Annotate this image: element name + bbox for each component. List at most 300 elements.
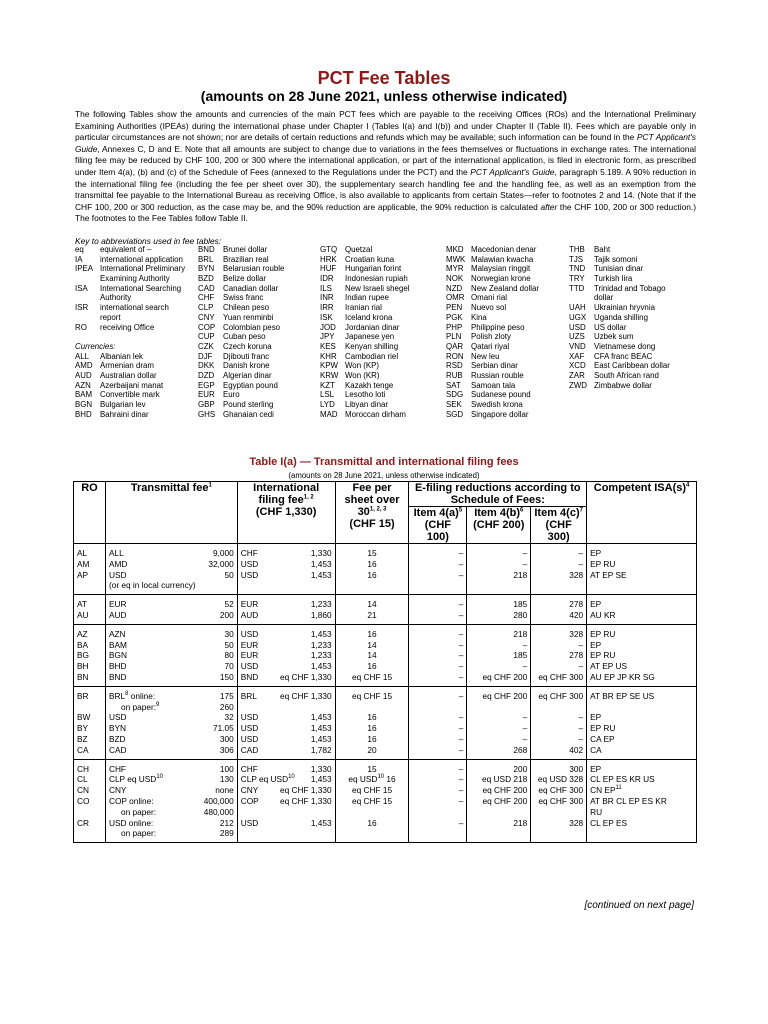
cell-ro: AZ xyxy=(74,624,106,639)
key-meaning: Iranian rial xyxy=(345,303,382,313)
sheet-amount: 16 xyxy=(367,723,377,734)
key-meaning: Djibouti franc xyxy=(223,351,270,361)
key-meaning: Brunei dollar xyxy=(223,245,268,254)
key-code: KHR xyxy=(320,351,337,361)
key-code: HRK xyxy=(320,254,337,264)
key-meaning: Uzbek sum xyxy=(594,332,634,342)
transmittal-amount: 50 xyxy=(224,569,234,580)
key-code: UAH xyxy=(569,303,586,313)
key-code: LSL xyxy=(320,390,335,400)
table-row xyxy=(74,624,697,639)
key-code: QAR xyxy=(446,341,464,351)
key-code: KZT xyxy=(320,380,335,390)
cell-ro xyxy=(74,702,106,713)
key-meaning: Armenian dram xyxy=(100,361,154,371)
cell-isa xyxy=(587,570,697,581)
key-meaning: dollar xyxy=(594,293,614,303)
cell-item-4b: eq CHF 200 xyxy=(467,686,531,701)
key-meaning: Qatari riyal xyxy=(471,341,510,351)
key-code: BZD xyxy=(198,274,214,284)
transmittal-currency: BZD xyxy=(108,733,126,744)
key-entry xyxy=(446,255,539,265)
intro-text-4: the CHF 100, 200 or 300 reduction.) The footnotes to the Fee Tables follow Table II. xyxy=(75,201,696,224)
key-meaning: CFA franc BEAC xyxy=(594,351,653,361)
cell-item-4c xyxy=(531,580,587,594)
cell-filing-fee xyxy=(237,559,335,570)
key-meaning: Russian rouble xyxy=(471,370,524,380)
key-code: AZN xyxy=(75,380,91,390)
cell-filing-fee xyxy=(237,544,335,559)
key-meaning: Albanian lek xyxy=(100,351,143,361)
key-entry xyxy=(198,332,284,342)
cell-sheet-fee xyxy=(335,570,409,581)
cell-isa xyxy=(587,745,697,759)
key-meaning: New Israeli shegel xyxy=(345,283,410,293)
transmittal-currency: USD xyxy=(108,569,127,580)
key-entry xyxy=(446,352,539,362)
transmittal-amount: 50 xyxy=(224,639,234,650)
key-entry xyxy=(569,303,670,313)
cell-isa xyxy=(587,661,697,672)
table-row xyxy=(74,774,697,785)
cell-item-4b: 218 xyxy=(467,818,531,829)
key-entry xyxy=(75,342,185,352)
cell-ro: CL xyxy=(74,774,106,785)
cell-filing-fee xyxy=(237,624,335,639)
key-meaning: receiving Office xyxy=(100,322,155,332)
table-row xyxy=(74,828,697,842)
cell-item-4c: 278 xyxy=(531,650,587,661)
key-code: TND xyxy=(569,264,586,274)
key-entry xyxy=(320,332,409,342)
transmittal-footnote: 9 xyxy=(156,701,160,708)
cell-item-4a: – xyxy=(409,570,467,581)
key-meaning: Norwegian krone xyxy=(471,274,531,284)
key-meaning: Tajik somoni xyxy=(594,254,638,264)
transmittal-amount: 212 xyxy=(219,817,234,828)
key-entry xyxy=(198,352,284,362)
key-meaning: Swiss franc xyxy=(223,293,264,303)
key-meaning: Turkish lira xyxy=(594,274,633,284)
cell-ro: BY xyxy=(74,723,106,734)
sheet-amount: 16 xyxy=(367,558,377,569)
key-entry xyxy=(198,313,284,323)
cell-isa xyxy=(587,759,697,774)
key-meaning: Australian dollar xyxy=(100,370,157,380)
isa-list: AU KR xyxy=(590,609,616,620)
cell-item-4c: 300 xyxy=(531,759,587,774)
key-entry xyxy=(198,293,284,303)
cell-item-4b: 200 xyxy=(467,759,531,774)
key-column-2 xyxy=(198,245,284,419)
filing-currency: USD xyxy=(240,661,259,672)
key-entry xyxy=(320,400,409,410)
cell-item-4c: 328 xyxy=(531,570,587,581)
cell-ro: BN xyxy=(74,672,106,686)
key-code: UGX xyxy=(569,312,587,322)
cell-item-4c: – xyxy=(531,559,587,570)
cell-sheet-fee xyxy=(335,650,409,661)
cell-item-4b xyxy=(467,807,531,818)
key-code: PHP xyxy=(446,322,463,332)
cell-item-4a xyxy=(409,807,467,818)
transmittal-currency: AMD xyxy=(108,558,128,569)
cell-filing-fee xyxy=(237,828,335,842)
cell-ro: CA xyxy=(74,745,106,759)
transmittal-amount: 175 xyxy=(219,690,234,701)
key-column-3 xyxy=(320,245,409,419)
key-meaning: Samoan tala xyxy=(471,380,516,390)
key-entry xyxy=(198,361,284,371)
key-entry xyxy=(198,400,284,410)
filing-currency: EUR xyxy=(240,650,259,661)
key-code: SAT xyxy=(446,380,461,390)
key-meaning: Baht xyxy=(594,245,611,254)
isa-list: EP xyxy=(590,639,602,650)
cell-item-4a: – xyxy=(409,640,467,651)
key-entry xyxy=(198,410,284,420)
cell-transmittal xyxy=(105,759,237,774)
table-row xyxy=(74,580,697,594)
key-meaning: Czech koruna xyxy=(223,341,272,351)
cell-item-4b: 218 xyxy=(467,624,531,639)
cell-item-4a: – xyxy=(409,796,467,807)
filing-currency: COP xyxy=(240,795,259,806)
cell-item-4a: – xyxy=(409,672,467,686)
cell-item-4b xyxy=(467,702,531,713)
key-meaning: Tunisian dinar xyxy=(594,264,644,274)
transmittal-amount: 100 xyxy=(219,763,234,774)
table-row xyxy=(74,559,697,570)
key-code: GBP xyxy=(198,400,215,409)
key-code: NOK xyxy=(446,274,464,284)
key-code: PEN xyxy=(446,303,463,313)
cell-sheet-fee xyxy=(335,661,409,672)
intro-guide-2: PCT Applicant's Guide xyxy=(470,166,555,177)
cell-transmittal xyxy=(105,828,237,842)
table-row xyxy=(74,640,697,651)
key-code: BAM xyxy=(75,390,93,400)
intro-text-3: , paragraph 5.189. A 90% reduction in the international filing fee (including the fee per sheet over 30), the supplementary search handling fee and the handling fee, as well as an exemption from the transmittal fee payable to the International Bureau as receiving Office, is also available to applicants from certain States—refer to footnotes 2 and 14. (Note that if the CHF 100, 200 or 300 reduction, as the case may be, and the 90% reduction are applicable, the 90% reduction is calculated xyxy=(75,166,696,212)
key-meaning: Bulgarian lev xyxy=(100,400,146,409)
key-code: MYR xyxy=(446,264,464,274)
cell-transmittal xyxy=(105,712,237,723)
filing-currency: CHF xyxy=(240,763,258,774)
cell-sheet-fee xyxy=(335,580,409,594)
cell-item-4b: – xyxy=(467,661,531,672)
key-code: BGN xyxy=(75,400,93,409)
table-row xyxy=(74,759,697,774)
sheet-amount: 20 xyxy=(367,744,377,755)
cell-sheet-fee xyxy=(335,818,409,829)
cell-filing-fee xyxy=(237,796,335,807)
filing-currency: CHF xyxy=(240,548,258,558)
cell-item-4c: eq CHF 300 xyxy=(531,796,587,807)
key-code: ZAR xyxy=(569,370,585,380)
table-row xyxy=(74,818,697,829)
transmittal-currency: BHD xyxy=(108,661,127,672)
key-entry xyxy=(320,293,409,303)
key-code: eq xyxy=(75,245,84,254)
key-code: CAD xyxy=(198,283,215,293)
key-code: ALL xyxy=(75,351,90,361)
key-heading: Key to abbreviations used in fee tables: xyxy=(75,236,222,246)
key-meaning: Chilean peso xyxy=(223,303,270,313)
table-row xyxy=(74,702,697,713)
cell-item-4c: – xyxy=(531,712,587,723)
transmittal-currency: AZN xyxy=(108,628,126,639)
key-meaning: Kina xyxy=(471,312,487,322)
key-code: GHS xyxy=(198,409,216,419)
key-code: CNY xyxy=(198,312,215,322)
key-entry xyxy=(75,255,185,265)
cell-sheet-fee xyxy=(335,828,409,842)
key-entry xyxy=(75,313,185,323)
sheet-amount: 14 xyxy=(367,599,377,610)
table-row xyxy=(74,686,697,701)
isa-list: AT EP SE xyxy=(590,569,627,580)
cell-transmittal xyxy=(105,559,237,570)
cell-item-4a: – xyxy=(409,650,467,661)
cell-sheet-fee xyxy=(335,686,409,701)
cell-ro: BH xyxy=(74,661,106,672)
key-code: KRW xyxy=(320,370,339,380)
header-isa: Competent $ISA(s)^4$ xyxy=(587,482,697,544)
sheet-amount: 16 xyxy=(367,712,377,723)
table-row xyxy=(74,807,697,818)
key-code: IRR xyxy=(320,303,334,313)
key-code: BHD xyxy=(75,409,92,419)
cell-ro: CN xyxy=(74,785,106,796)
key-code: KPW xyxy=(320,361,338,371)
filing-currency: EUR xyxy=(240,639,259,650)
page-subtitle: (amounts on 28 June 2021, unless otherwise indicated) xyxy=(200,88,568,104)
key-code: DZD xyxy=(198,370,215,380)
key-code: DKK xyxy=(198,361,215,371)
key-meaning: Trinidad and Tobago xyxy=(594,283,666,293)
key-entry xyxy=(320,352,409,362)
transmittal-amount: none xyxy=(215,785,234,796)
isa-list: EP RU xyxy=(590,723,616,734)
key-meaning: Kenyan shilling xyxy=(345,341,399,351)
cell-sheet-fee xyxy=(335,610,409,624)
key-entry xyxy=(320,284,409,294)
key-entry xyxy=(569,323,670,333)
cell-filing-fee xyxy=(237,661,335,672)
cell-item-4a: – xyxy=(409,544,467,559)
key-meaning: Indian rupee xyxy=(345,293,389,303)
key-code: ISR xyxy=(75,303,89,313)
key-entry xyxy=(446,361,539,371)
cell-transmittal xyxy=(105,723,237,734)
cell-isa xyxy=(587,672,697,686)
key-entry xyxy=(569,284,670,294)
key-entry xyxy=(320,323,409,333)
cell-transmittal xyxy=(105,807,237,818)
filing-amount: 1,233 xyxy=(310,650,332,661)
cell-filing-fee xyxy=(237,759,335,774)
transmittal-amount: 80 xyxy=(224,650,234,661)
key-code: BYN xyxy=(198,264,215,274)
filing-amount: eq CHF 1,330 xyxy=(279,690,332,701)
key-code: CLP xyxy=(198,303,214,313)
key-meaning: Won (KP) xyxy=(345,361,380,371)
intro-after: after xyxy=(540,201,558,212)
sheet-amount: 16 xyxy=(367,733,377,744)
key-meaning: international application xyxy=(100,254,183,264)
cell-item-4b: eq USD 218 xyxy=(467,774,531,785)
key-column-5 xyxy=(569,245,670,390)
key-code: RUB xyxy=(446,370,463,380)
intro-text-1: The following Tables show the amounts and currencies of the main PCT fees which are payable to the receiving Offices (ROs) and the International Preliminary Examining Authorities (IPEAs) during the international phase under Chapter I (Tables I(a) and I(b)) and under Chapter II (Table II). Fees which are payable only in particular circumstances are not shown; nor are details of certain reductions and refunds which may be available; such information can be found in the xyxy=(75,109,696,143)
key-code: INR xyxy=(320,293,334,303)
filing-currency: USD xyxy=(240,733,259,744)
key-meaning: Vietnamese dong xyxy=(594,341,656,351)
filing-currency: EUR xyxy=(240,599,259,610)
cell-item-4a xyxy=(409,702,467,713)
sheet-amount: eq CHF 15 xyxy=(351,671,393,682)
sheet-amount: 16 xyxy=(367,661,377,672)
key-meaning: Belarusian rouble xyxy=(223,264,285,274)
header-efiling: E-filing reductions according to Schedule of Fees: xyxy=(409,482,587,507)
transmittal-amount: 30 xyxy=(224,628,234,639)
key-meaning: Colombian peso xyxy=(223,322,281,332)
header-filing-fee: International filing fee$^{1, 2}$ (CHF 1,330) xyxy=(237,482,335,544)
transmittal-currency: BAM xyxy=(108,639,127,650)
cell-ro: CH xyxy=(74,759,106,774)
key-entry xyxy=(198,303,284,313)
table-title: Table I(a) — Transmittal and international filing fees xyxy=(249,456,519,468)
cell-filing-fee xyxy=(237,595,335,610)
key-entry xyxy=(446,342,539,352)
cell-item-4a: – xyxy=(409,610,467,624)
cell-filing-fee xyxy=(237,570,335,581)
filing-currency: AUD xyxy=(240,609,259,620)
sheet-amount: 16 xyxy=(367,569,377,580)
key-entry xyxy=(75,303,185,313)
key-entry xyxy=(569,274,670,284)
filing-amount: 1,453 xyxy=(310,569,332,580)
cell-item-4a: – xyxy=(409,759,467,774)
cell-item-4a: – xyxy=(409,624,467,639)
filing-amount: 1,453 xyxy=(310,774,332,785)
key-meaning: Malawian kwacha xyxy=(471,254,534,264)
cell-transmittal xyxy=(105,734,237,745)
key-code: IDR xyxy=(320,274,334,284)
cell-transmittal xyxy=(105,595,237,610)
key-meaning: Swedish krona xyxy=(471,400,523,409)
transmittal-currency: (or eq in local currency) xyxy=(108,580,196,591)
table-row xyxy=(74,610,697,624)
key-entry xyxy=(75,284,185,294)
key-entry xyxy=(446,293,539,303)
cell-ro: BA xyxy=(74,640,106,651)
cell-transmittal xyxy=(105,640,237,651)
cell-sheet-fee xyxy=(335,796,409,807)
transmittal-amount: 70 xyxy=(224,661,234,672)
cell-isa xyxy=(587,610,697,624)
cell-isa xyxy=(587,595,697,610)
key-code: TRY xyxy=(569,274,585,284)
key-meaning: East Caribbean dollar xyxy=(594,361,670,371)
key-meaning: Pound sterling xyxy=(223,400,274,409)
cell-transmittal xyxy=(105,610,237,624)
isa-list: CL EP ES xyxy=(590,817,628,828)
key-entry xyxy=(320,313,409,323)
table-row xyxy=(74,745,697,759)
key-entry xyxy=(320,264,409,274)
key-entry xyxy=(75,381,185,391)
cell-filing-fee xyxy=(237,712,335,723)
key-meaning: Macedonian denar xyxy=(471,245,537,254)
key-code: SEK xyxy=(446,400,462,409)
transmittal-currency: USD xyxy=(108,817,127,828)
key-code: JOD xyxy=(320,322,336,332)
key-code: USD xyxy=(569,322,586,332)
transmittal-amount: 71.05 xyxy=(212,723,234,734)
cell-ro: AU xyxy=(74,610,106,624)
transmittal-currency: BGN xyxy=(108,650,127,661)
cell-sheet-fee xyxy=(335,712,409,723)
key-entry xyxy=(320,245,409,255)
cell-isa xyxy=(587,828,697,842)
key-code: VND xyxy=(569,341,586,351)
cell-item-4b: 218 xyxy=(467,570,531,581)
isa-list: RU xyxy=(590,806,603,817)
cell-isa xyxy=(587,785,697,796)
cell-isa xyxy=(587,774,697,785)
cell-item-4a: – xyxy=(409,774,467,785)
cell-item-4c: eq USD 328 xyxy=(531,774,587,785)
cell-isa xyxy=(587,624,697,639)
cell-item-4b: 280 xyxy=(467,610,531,624)
key-column-4 xyxy=(446,245,539,419)
key-code: BND xyxy=(198,245,215,254)
key-meaning: Azerbaijani manat xyxy=(100,380,164,390)
key-code: CHF xyxy=(198,293,215,303)
table-row xyxy=(74,796,697,807)
isa-list: CA EP xyxy=(590,733,615,744)
key-entry xyxy=(569,352,670,362)
filing-amount: 1,453 xyxy=(310,661,332,672)
cell-ro xyxy=(74,828,106,842)
cell-isa xyxy=(587,723,697,734)
key-code: ILS xyxy=(320,283,332,293)
key-meaning: Singapore dollar xyxy=(471,409,529,419)
cell-item-4b: eq CHF 200 xyxy=(467,672,531,686)
cell-item-4c xyxy=(531,807,587,818)
key-code: LYD xyxy=(320,400,335,409)
cell-sheet-fee xyxy=(335,624,409,639)
key-code: SDG xyxy=(446,390,464,400)
key-meaning: Nuevo sol xyxy=(471,303,507,313)
cell-ro: BR xyxy=(74,686,106,701)
key-meaning: Moroccan dirham xyxy=(345,409,406,419)
key-entry xyxy=(75,264,185,274)
cell-item-4b: 268 xyxy=(467,745,531,759)
cell-filing-fee xyxy=(237,745,335,759)
key-meaning: Egyptian pound xyxy=(223,380,278,390)
transmittal-amount: 400,000 xyxy=(203,795,234,806)
cell-item-4a: – xyxy=(409,745,467,759)
cell-item-4a: – xyxy=(409,785,467,796)
key-entry xyxy=(569,371,670,381)
cell-transmittal xyxy=(105,745,237,759)
key-entry xyxy=(198,245,284,255)
cell-item-4c: – xyxy=(531,640,587,651)
key-code: TJS xyxy=(569,254,584,264)
cell-sheet-fee xyxy=(335,807,409,818)
